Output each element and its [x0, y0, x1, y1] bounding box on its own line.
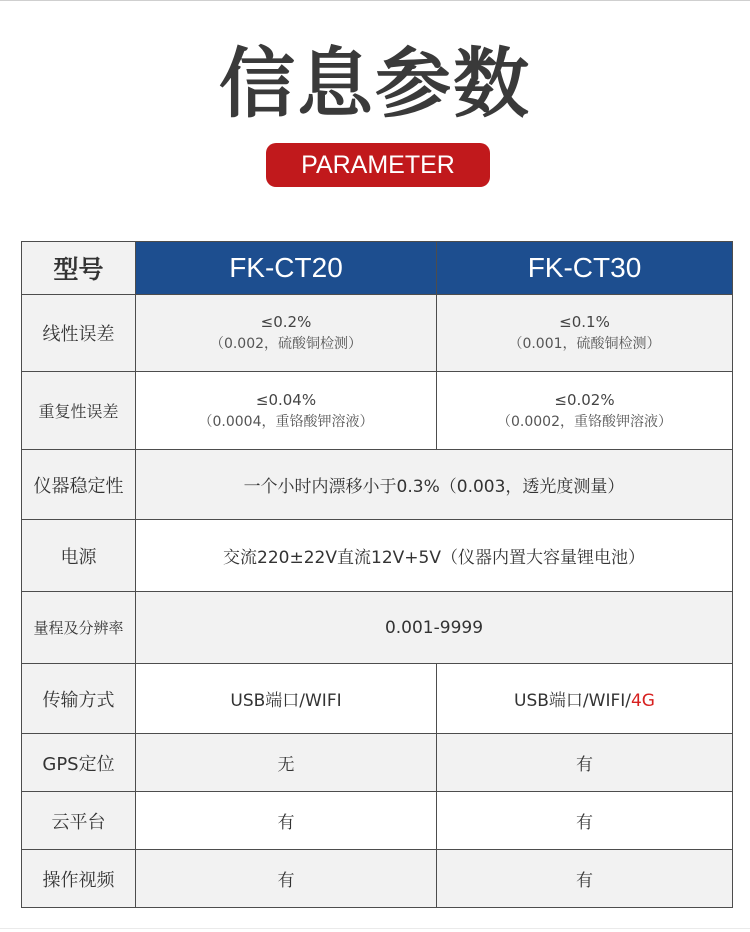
- ct30-repeat-error: [437, 372, 733, 450]
- ct20-gps: 无: [136, 734, 437, 792]
- ct20-transfer: USB端口/WIFI: [136, 664, 437, 734]
- ct20-cloud: 有: [136, 792, 437, 850]
- top-divider: [0, 0, 750, 1]
- power-value: 交流220±22V直流12V+5V（仪器内置大容量锂电池）: [136, 520, 733, 592]
- row-label: 重复性误差: [22, 372, 136, 450]
- page-title: 信息参数: [219, 39, 531, 128]
- value-primary: ≤0.2%: [260, 313, 312, 331]
- row-video: [22, 850, 733, 908]
- row-label: GPS定位: [22, 734, 136, 792]
- value-primary: ≤0.1%: [559, 313, 610, 331]
- header-fk-ct20: FK-CT20: [136, 242, 437, 295]
- ct30-linear-error: [437, 295, 733, 372]
- stability-value: 一个小时内漂移小于0.3%（0.003，透光度测量）: [136, 450, 733, 520]
- row-linear-error: [22, 295, 733, 372]
- value-primary: ≤0.04%: [255, 390, 317, 409]
- row-transfer: [22, 664, 733, 734]
- ct30-transfer: [437, 664, 733, 734]
- ct30-cloud: 有: [437, 792, 733, 850]
- range-value: 0.001-9999: [136, 592, 733, 664]
- bottom-divider: [0, 928, 750, 929]
- ct20-linear-error: [136, 295, 437, 372]
- parameter-badge: PARAMETER: [266, 143, 490, 187]
- row-label: 仪器稳定性: [22, 450, 136, 520]
- ct20-video: 有: [136, 850, 437, 908]
- value-primary: ≤0.02%: [554, 390, 615, 409]
- row-power: [22, 520, 733, 592]
- row-label: 云平台: [22, 792, 136, 850]
- ct30-gps: 有: [437, 734, 733, 792]
- ct30-video: 有: [437, 850, 733, 908]
- row-gps: [22, 734, 733, 792]
- row-label: 量程及分辨率: [22, 592, 136, 664]
- transfer-4g: 4G: [630, 691, 655, 711]
- transfer-main: USB端口/WIFI/: [514, 691, 631, 711]
- parameter-table: [21, 241, 733, 908]
- row-cloud: [22, 792, 733, 850]
- table-header-row: [22, 242, 733, 295]
- row-stability: [22, 450, 733, 520]
- value-note: （0.002，硫酸铜检测）: [209, 336, 363, 352]
- header-model-label: 型号: [22, 242, 136, 295]
- row-repeat-error: [22, 372, 733, 450]
- header-fk-ct30: FK-CT30: [437, 242, 733, 295]
- row-label: 传输方式: [22, 664, 136, 734]
- value-note: （0.001，硫酸铜检测）: [508, 336, 661, 352]
- value-note: （0.0004，重铬酸钾溶液）: [198, 413, 374, 430]
- ct20-repeat-error: [136, 372, 437, 450]
- row-label: 操作视频: [22, 850, 136, 908]
- row-label: 线性误差: [22, 295, 136, 372]
- row-label: 电源: [22, 520, 136, 592]
- value-note: （0.0002，重铬酸钾溶液）: [497, 413, 672, 430]
- row-range: [22, 592, 733, 664]
